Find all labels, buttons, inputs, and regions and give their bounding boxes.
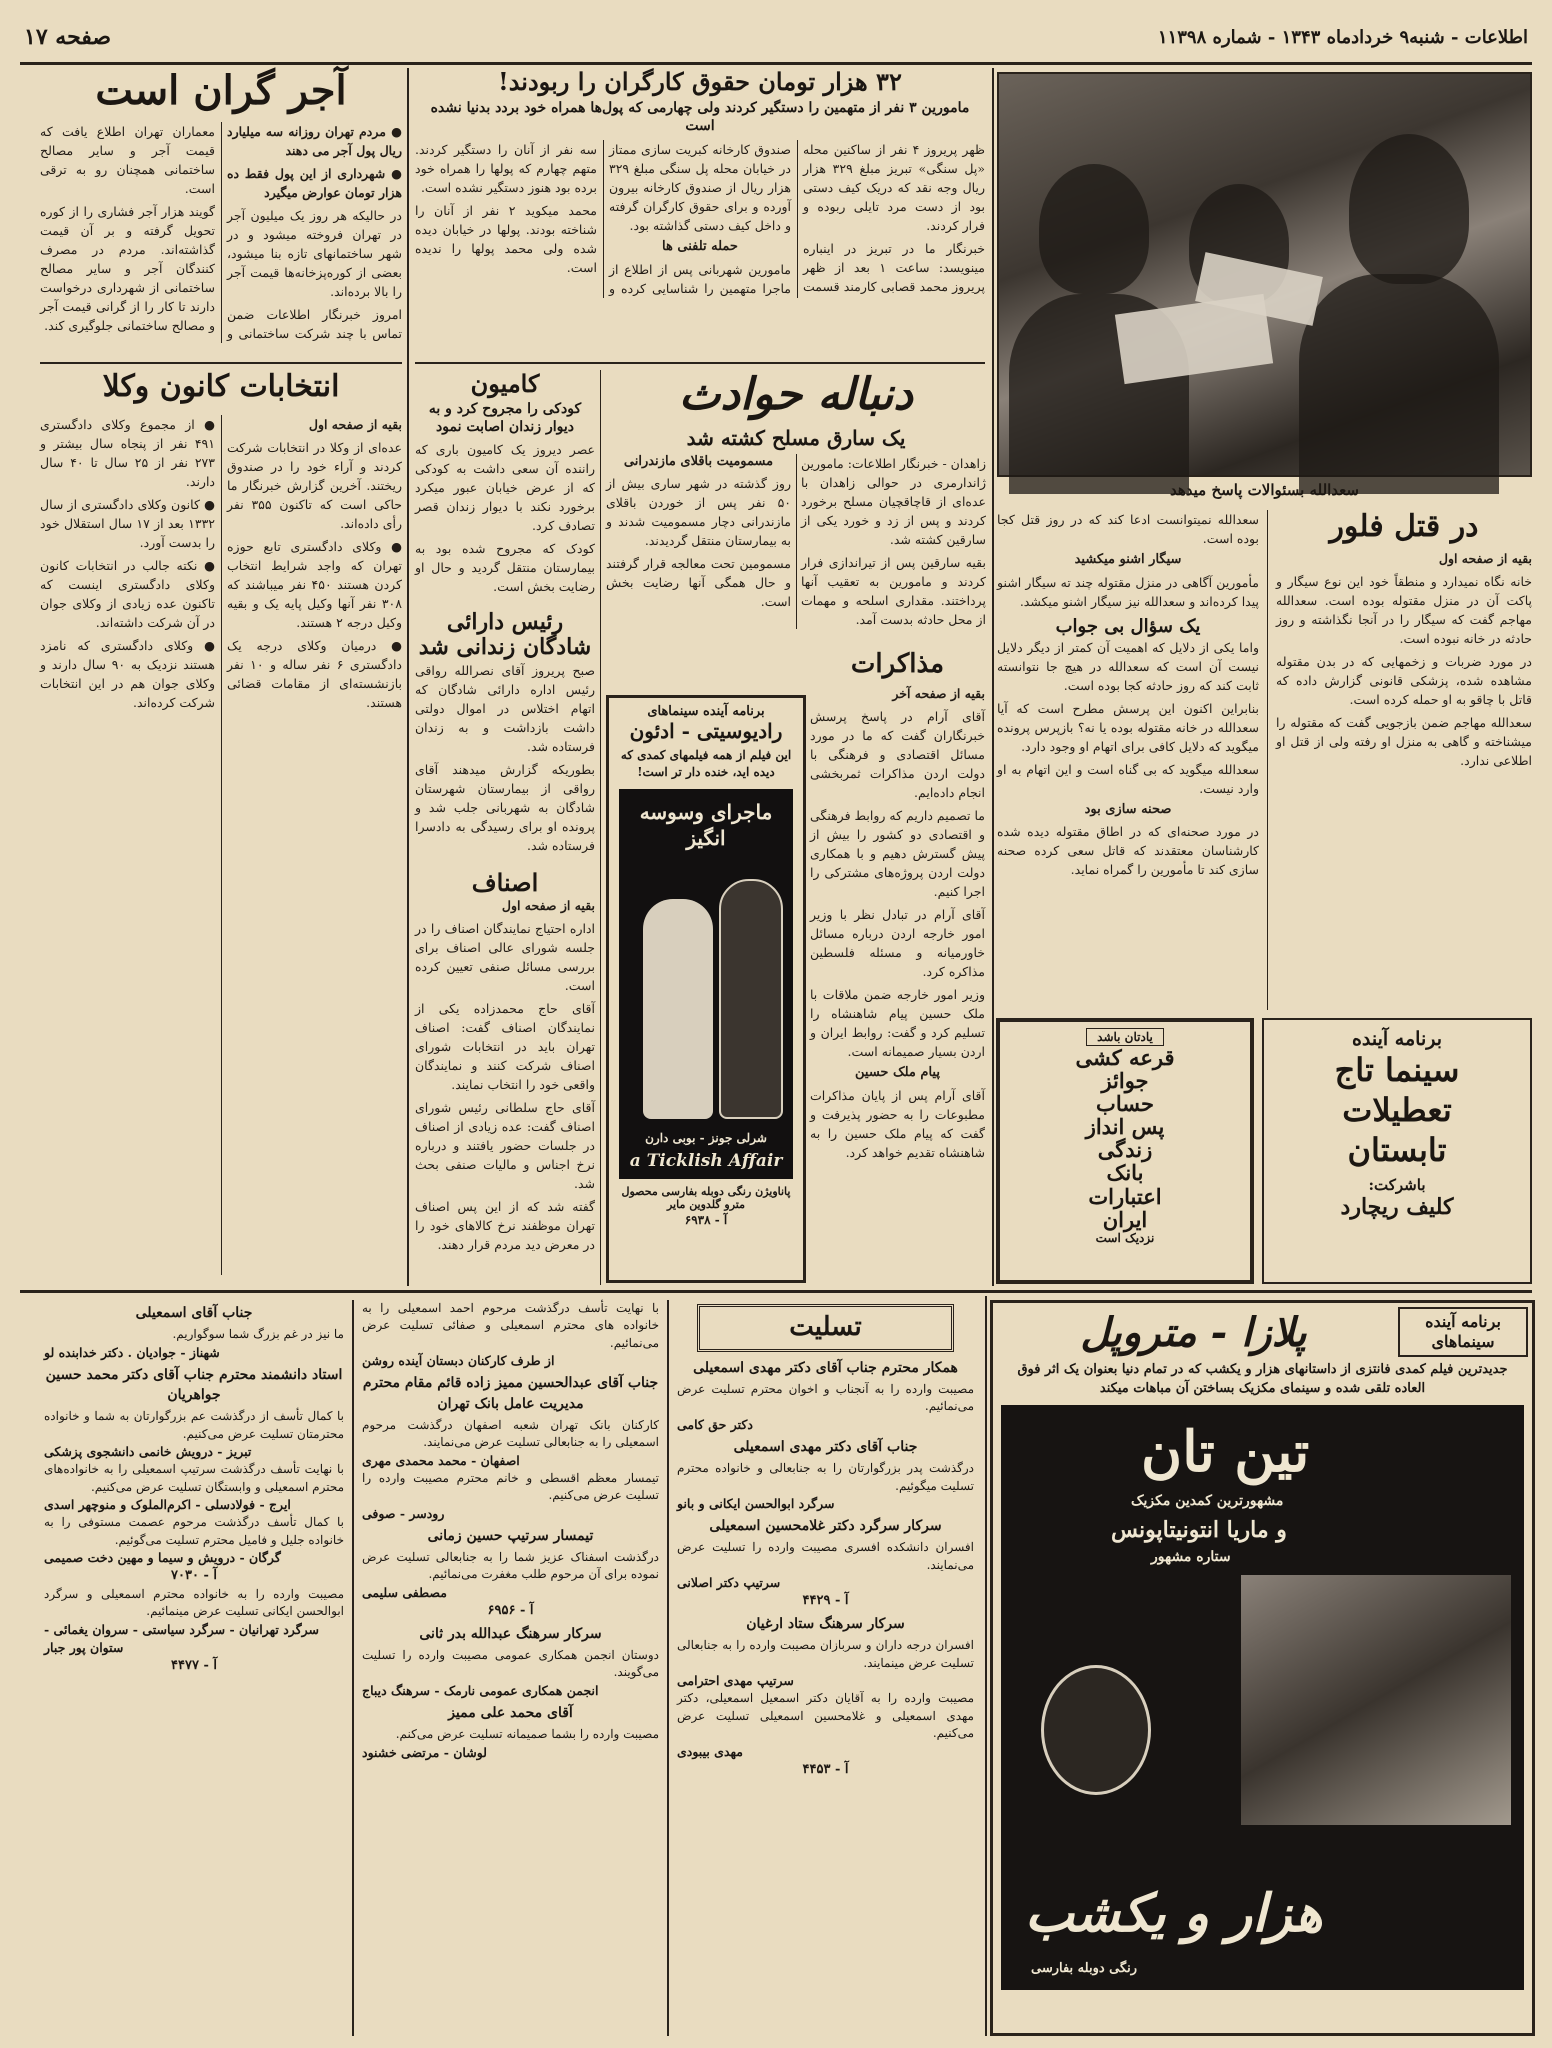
condolence-body: با کمال تأسف از درگذشت عم بزرگوارتان به شما و خانواده محترمتان تسلیت عرض می‌کنیم. [44,1409,344,1441]
radio-ad-line1: برنامه آینده سینماهای [647,704,765,719]
wages-paragraph: محمد میکوید ۲ نفر از آنان را شناخته بودند. پولها در خیابان دیده شده ولی محمد پولها را ندیده است. [415,202,597,275]
warden-paragraph: بطوریکه گزارش میدهند آقای رواقی از بیمارستان شهرستان شادگان به شهربانی جلب شد و پرونده او برای رسیدگی به دادسرا فرستاده شد. [415,761,595,853]
smugglers-title: دنباله حوادث [678,369,913,420]
taj-ad-line: تعطیلات [1342,1091,1452,1129]
condolence-code: آ - ۷۰۳۰ [171,1568,217,1584]
bricks-bullet: ● مردم تهران روزانه سه میلیارد ریال پول آجر می دهند [227,124,402,158]
condolence-sign: لوشان - مرتضی خشنود [362,1744,487,1760]
ad-bank [996,1018,1254,1284]
bar-election-paragraph: بقیه از صفحه اول [308,416,402,432]
truck-paragraph: کودک که مجروح شده بود به بیمارستان منتقل گردید و حال او رضایت بخش است. [415,540,595,594]
condolences-section [36,1300,982,2036]
condolence-title: آقای محمد علی ممیز [448,1704,573,1721]
ticket-paragraph: سعدالله میگوید که بی گناه است و این اتهام به او وارد نیست. [997,761,1259,796]
condolence-code: آ - ۴۴۷۷ [171,1658,217,1673]
smugglers-paragraph: بقیه سارقین پس از تیراندازی فرار کردند و مامورین به تعقیب آنها پرداختند. مقداری اسلحه و مهمات از محل حادثه بدست آمد. [801,554,986,627]
condolence-title: تیمسار سرتیپ حسین زمانی [427,1527,594,1544]
bank-ad-line: بانک [1106,1160,1144,1186]
bricks-bullet: ● شهرداری از این پول فقط ده هزار تومان عوارض میگیرد [227,166,402,200]
radio-ad-film-title: ماجرای وسوسه انگیز [639,799,773,850]
plaza-ad-poster [1001,1405,1524,1990]
condolence-sign: دکتر حق کامی [677,1416,753,1432]
plaza-ad-line4: تین تان [1141,1418,1310,1485]
condolence-title: جناب آقای اسمعیلی [135,1305,253,1321]
condolence-code: آ - ۴۴۵۳ [802,1761,849,1777]
ad-cinema-taj [1262,1018,1532,1284]
bank-ad-line: پس انداز [1085,1114,1165,1140]
bar-election-paragraph: ● کانون وکلای دادگستری از سال ۱۳۳۲ بعد از ۱۷ سال استقلال خود را بدست آورد. [40,496,216,550]
ticket-headline: یک سؤال بی جواب [1055,615,1201,637]
wages-deck: مامورین ۳ نفر از متهمین را دستگیر کردند ولی چهارمی که پول‌ها همراه خود بردد بدنیا نشده است [430,99,970,134]
actor-figure [719,879,783,1119]
condolence-body: با نهایت تأسف درگذشت مرحوم احمد اسمعیلی را به خانواده های محترم اسمعیلی و صفائی تسلیت عرض می‌نمائیم. [362,1301,659,1350]
condolence-sign: ایرج - فولادسلی - اکرم‌الملوک و منوچهر اسدی [44,1497,291,1513]
condolence-title: جناب آقای عبدالحسین ممیز زاده قائم مقام محترم مدیریت عامل بانک تهران [362,1375,659,1412]
radio-ad-line2: رادیوسیتی - ادئون [629,719,783,743]
condolences-column [36,1300,352,2036]
condolence-sign: رودسر - صوفی [362,1505,445,1521]
condolence-sign: سرگرد تهرانیان - سرگرد سیاستی - سروان یغمائی - ستوان پور جبار [44,1621,320,1655]
condolence-sign: از طرف کارکنان دبستان آینده روشن [362,1353,555,1369]
plaza-ad-line1: برنامه آینده سینماهای [1398,1307,1528,1357]
condolence-title: استاد دانشمند محترم جناب آقای دکتر محمد حسین جواهریان [45,1366,343,1404]
bar-election-paragraph: ● وکلای دادگستری که نامزد هستند نزدیک به ۹۰ سال دارند و وکلای جوان هم در این انتخابات شرکت کرده‌اند. [40,637,215,710]
story-negotiations [810,649,985,1160]
actress-figure [643,899,713,1119]
wages-paragraph: خبرنگار ما در تبریز در اینباره مینویسد: ساعت ۱ بعد از ظهر پریروز محمد قصابی کارمند قسمت صندوق کارخانه کبریت سازی ممتاز در خیابان محله پل سنگی مبلغ ۳۲۹ هزار ریال از صندوق کارخانه بیرون آورده و برای حقوق کارگران گرفته و داخل کیف دستی گذاشته بود. [609,141,985,294]
fluor-paragraph: بقیه از صفحه اول [1438,550,1532,566]
bricks-headline: آجر گران است [95,67,347,114]
condolence-title: همکار محترم جناب آقای دکتر مهدی اسمعیلی [693,1359,958,1376]
bricks-paragraph: گویند هزار آجر فشاری را از کوره تحویل گرفته و بر آن قیمت گذاشته‌اند. مردم در مصرف کنندگان آجر و سایر مصالح ساختمانی از شهرداری درخواست دارند تا کار را از گرانی قیمت آجر و مصالح ساختمانی جلوگیری کند. [40,204,215,333]
smugglers-paragraph: مسمومین تحت معالجه قرار گرفتند و حال همگی آنها رضایت بخش است. [606,556,791,610]
condolence-sign: اصفهان - محمد محمدی مهری [362,1452,520,1468]
negotiations-paragraph: ما تصمیم داریم که روابط فرهنگی و اقتصادی دو کشور را بیش از پیش گسترش دهیم و با همکاری دولت اردن پروژه‌های مشترکی را اجرا کنیم. [810,807,985,899]
smugglers-headline: یک سارق مسلح کشته شد [686,425,906,450]
condolence-sign: مهدی بیبودی [677,1743,743,1759]
condolence-sign: گرگان - درویش و سیما و مهین دخت صمیمی [44,1550,281,1565]
condolence-sign: سرتیپ دکتر اصلانی [677,1575,781,1591]
plaza-ad-line6: و ماریا انتونیتاپونس [1111,1516,1287,1543]
radio-ad-poster [619,789,793,1179]
condolence-sign: سرگرد ابوالحسن ایکانی و بانو [677,1495,835,1511]
radio-ad-line3: این فیلم از همه فیلمهای کمدی که دیده اید، خنده دار تر است! [620,748,792,779]
fluor-paragraph: در مورد ضربات و زخمهایی که در بدن مقتوله مشاهده شده، پزشکی قانونی گزارش داده که قاتل با چاقو به او حمله کرده است. [1276,653,1532,707]
bar-election-headline: انتخابات کانون وکلا [102,369,340,404]
condolence-body: درگذشت اسفناک عزیز شما را به جنابعالی تسلیت عرض نموده برای آن مرحوم طلب مغفرت می‌نمائیم. [362,1550,659,1582]
bricks-paragraph: امروز خبرنگار اطلاعات ضمن تماس با چند شرکت ساختمانی و معماران تهران اطلاع یافت که قیمت آجر و سایر مصالح ساختمانی همچنان رو به ترقی است. [40,124,402,341]
guilds-paragraph: آقای حاج محمدزاده یکی از نمایندگان اصناف گفت: اصناف تهران باید در انتخابات شورای اصناف شرکت کنند و نمایندگان واقعی خود را انتخاب نمایند. [415,1001,595,1093]
ticket-subhead: صحنه سازی بود [1084,801,1172,817]
plaza-ad-line9: رنگی دوبله بفارسی [1031,1960,1138,1976]
condolence-body: مصیبت وارده را به آنجناب و اخوان محترم تسلیت عرض می‌نمائیم. [677,1381,974,1414]
condolence-body: کارکنان بانک تهران شعبه اصفهان درگذشت مرحوم اسمعیلی را به جنابعالی تسلیت عرض می‌نمایند. [362,1417,659,1450]
plaza-ad-line8: هزار و یکشب [1025,1882,1323,1944]
negotiations-subhead: پیام ملک حسین [855,1064,940,1080]
fluor-paragraph: خانه نگاه نمیدارد و منطقاً خود این نوع سیگار و پاکت آن در منزل مقتوله بوده است. سعدالله مهاجم گفت که سیگار را در آنجا نگذاشته و روز حادثه در خانه نبوده است. [1276,573,1532,646]
taj-ad-line: کلیف ریچارد [1340,1194,1454,1220]
taj-ad-line: سینما تاج [1334,1051,1460,1089]
guilds-paragraph: بقیه از صفحه اول [501,898,595,914]
condolence-code: آ - ۴۴۲۹ [802,1593,849,1609]
condolence-body: ما نیز در غم بزرگ شما سوگواریم. [172,1327,344,1342]
negotiations-paragraph: بقیه از صفحه آخر [892,685,985,701]
fluor-paragraph: مأمورین آگاهی در منزل مقتوله چند ته سیگار اشنو پیدا کرده‌اند و سعدالله نیز سیگار اشنو میکشد. [997,574,1259,609]
plaza-ad-line3: جدیدترین فیلم کمدی فانتزی از داستانهای هزار و یکشب که در تمام دنیا بعنوان یک اثر فوق العاده تلقی شده و سینمای مکزیک بساختن آن مباهات میکند [1017,1362,1508,1396]
condolence-body: با نهایت تأسف درگذشت سرتیپ اسمعیلی را به خانواده‌های محترم اسمعیلی و وابستگان تسلیت عرض می‌کنیم. [44,1462,344,1494]
bank-ad-line: قرعه کشی [1075,1045,1175,1070]
fluor-subhead: سیگار اشنو میکشید [1074,552,1182,567]
condolence-sign: انجمن همکاری عمومی نارمک - سرهنگ دیباج [362,1682,599,1698]
ad-cinema-plaza [990,1300,1535,2036]
condolence-code: آ - ۶۹۵۶ [487,1602,534,1618]
ticket-paragraph: بنابراین اکنون این پرسش مطرح است که آیا سعدالله در خانه مقتوله بوده یا نه؟ بازپرس پرونده میگوید که دلایل کافی برای اتهام او وجود دارد. [997,700,1259,754]
bank-ad-line: نزدیک است [1095,1230,1155,1245]
ticket-paragraph: در مورد صحنه‌ای که در اطاق مقتوله دیده شده کارشناسان معتقدند که قاتل سعی کرده صحنه سازی کند تا مأمورین را گمراه نماید. [997,824,1259,878]
bank-ad-line: حساب [1096,1091,1154,1117]
scene-photo [1241,1575,1511,1825]
page-number: صفحه ۱۷ [24,24,112,50]
masthead-rule [20,62,1532,65]
condolence-body: درگذشت پدر بزرگوارتان را به جنابعالی و خانواده محترم تسلیت میگوئیم. [677,1461,974,1493]
condolences-column [667,1300,982,2036]
mask-figure [1041,1665,1151,1795]
truck-deck: کودکی را مجروح کرد و به دیوار زندان اصابت نمود [428,400,582,435]
radio-ad-code: آ - ۶۹۳۸ [684,1212,728,1227]
radio-ad-note: پاناویژن رنگی دوبله بفارسی محصول مترو گلدوین مایر [621,1184,791,1211]
condolence-sign: سرتیپ مهدی احترامی [677,1673,794,1689]
smugglers-paragraph: زاهدان - خبرنگار اطلاعات: مامورین ژاندارمری در حوالی زاهدان با عده‌ای از قاچاقچیان مسلح برخورد کردند و پس از زد و خورد یکی از سارقین کشته شد. [801,455,986,547]
story-smugglers [606,370,986,690]
condolences-column [352,1300,667,2036]
condolence-body: مصیبت وارده را به آقایان دکتر اسمعیل اسمعیلی، دکتر مهدی اسمعیلی و غلامحسین اسمعیلی تسلیت عرض می‌کنیم. [677,1691,974,1741]
ticket-paragraph: واما یکی از دلایل که اهمیت آن کمتر از دیگر دلایل نیست آن است که سعدالله در هیچ جا نتوانسته ثابت کند که روز حادثه کجا بوده است. [997,639,1259,693]
condolence-title: سرکار سرهنگ ستاد ارغیان [746,1616,905,1633]
taj-ad-line: باشرکت: [1368,1176,1426,1194]
truck-headline: کامیون [470,369,540,398]
story-truck [415,370,595,1285]
condolence-body: افسران درجه داران و سربازان مصیبت وارده را به جنابعالی تسلیت عرض مینمایند. [677,1638,974,1670]
negotiations-paragraph: آقای آرام در تبادل نظر با وزیر امور خارجه اردن درباره مسائل خاورمیانه و مسئله فلسطین مذاکره کرد. [810,906,985,979]
condolence-body: دوستان انجمن همکاری عمومی مصیبت وارده را تسلیت می‌گویند. [362,1648,659,1680]
condolence-body: مصیبت وارده را بشما صمیمانه تسلیت عرض می‌کنم. [395,1727,659,1742]
radio-ad-film-en: a Ticklish Affair [629,1150,783,1171]
bank-ad-line: جوائز [1101,1068,1149,1094]
truck-paragraph: عصر دیروز یک کامیون باری که راننده آن سعی داشت به کودکی که از عرض خیابان عبور میکرد برخورد نکند با دیوار زندان قصر تصادف کرد. [415,441,595,533]
wages-headline: ۳۲ هزار تومان حقوق کارگران را ربودند! [498,67,902,96]
story-photo [997,72,1532,477]
plaza-ad-line7: ستاره مشهور [1151,1548,1231,1565]
guilds-paragraph: آقای حاج سلطانی رئیس شورای اصناف گفت: عده زیادی از اصناف در جلسات حضور یافتند و درباره نرخ اجناس و مالیات صنفی بحث شد. [415,1100,595,1192]
condolence-title: جناب آقای دکتر مهدی اسمعیلی [733,1438,918,1455]
fluor-headline: در قتل فلور [1329,509,1479,544]
negotiations-paragraph: وزیر امور خارجه ضمن ملاقات با ملک حسین پیام شاهنشاه را تسلیم کرد و گفت: روابط ایران و اردن بسیار صمیمانه است. [810,986,985,1059]
bank-ad-line: اعتبارات [1088,1183,1162,1209]
condolence-sign: مصطفی سلیمی [362,1584,447,1600]
plaza-ad-line5: مشهورترین کمدین مکزیک [1131,1492,1284,1509]
smugglers-headline-2: مسمومیت باقلای مازندرانی [623,453,774,469]
condolence-sign: شهناز - جوادیان . دکتر خدابنده لو [44,1344,220,1360]
bricks-paragraph: در حالیکه هر روز یک میلیون آجر در تهران فروخته میشود و در شهر ساختمانهای تازه بنا میشود، بعضی از کوره‌پزخانه‌ها قیمت آجر را بالا برده‌اند. [227,208,402,299]
wages-paragraph: ظهر پریروز ۴ نفر از ساکنین محله «پل سنگی» تبریز مبلغ ۳۲۹ هزار ریال وجه نقد که دریک کیف دستی بود از دست مرد تایلی ربوده و فرار کردند. [803,141,985,233]
ad-cinema-radio-city [606,695,806,1283]
story-bar-election [40,370,402,1285]
condolence-body: مصیبت وارده را به خانواده محترم اسمعیلی و سرگرد ابوالحسن ایکانی تسلیت عرض مینمائیم. [44,1586,344,1619]
bank-ad-line: ایران [1102,1206,1148,1232]
photo-caption: سعدالله بسئوالات پاسخ میدهد [1170,481,1359,499]
condolences-header: تسلیت [697,1304,954,1352]
condolence-body: افسران دانشکده افسری مصیبت وارده را تسلیت عرض می‌نمایند. [677,1540,974,1572]
condolence-title: سرکار سرگرد دکتر غلامحسین اسمعیلی [709,1518,942,1535]
bank-ad-note: یادتان باشد [1086,1028,1164,1046]
radio-ad-stars: شرلی جونز - بوبی دارن [645,1130,767,1145]
negotiations-paragraph: آقای آرام در پاسخ پرسش خبرنگاران گفت که ما در مورد مسائل اقتصادی و فرهنگی با دولت اردن مذاکرات ثمربخشی انجام داده‌ایم. [810,708,985,800]
wages-paragraph: مامورین شهربانی پس از اطلاع از ماجرا متهمین را شناسایی کرده و سه نفر از آنان را دستگیر کردند. متهم چهارم که پولها را همراه خود برده بود هنوز دستگیر نشده است. [415,141,791,296]
guilds-headline: اصناف [471,867,539,897]
warden-paragraph: صبح پریروز آقای نصرالله رواقی رئیس اداره دارائی شادگان که اتهام اختلاس در اموال دولتی داشت بازداشت و به زندان فرستاده شد. [415,662,595,754]
bar-election-paragraph: ● وکلای دادگستری تابع حوزه تهران که واجد شرایط انتخاب کردن هستند ۴۵۰ نفر میباشند که ۳۰۸ نفر آنها وکیل پایه یک و بقیه وکیل درجه ۲ هستند. [227,538,402,630]
condolence-body: با کمال تأسف درگذشت مرحوم عصمت مستوفی را به خانواده جلیل و فامیل محترم تسلیت می‌گوئیم. [44,1515,344,1547]
warden-headline: رئیس دارائی شادگان زندانی شد [418,608,592,661]
story-fluor [997,510,1532,1010]
wages-subhead: حمله تلفنی ها [662,238,738,254]
condolence-sign: تبریز - درویش خانمی دانشجوی پزشکی [44,1444,252,1460]
smugglers-paragraph: روز گذشته در شهر ساری بیش از ۵۰ نفر پس از خوردن باقلای مازندرانی دچار مسمومیت شدند و به بیمارستان منتقل گردیدند. [606,476,791,549]
bar-election-paragraph: عده‌ای از وکلا در انتخابات شرکت کردند و آراء خود را در صندوق ریختند. آخرین گزارش خبرنگار ما حاکی است که تاکنون ۳۵۵ نفر رأی داده‌اند. [227,439,402,531]
story-wages [415,68,985,358]
guilds-paragraph: اداره احتیاج نمایندگان اصناف را در جلسه شورای عالی اصناف برای بررسی مسائل صنفی تعیین کرده است. [415,921,595,994]
masthead [24,14,1528,60]
bank-ad-line: زندگی [1097,1137,1153,1163]
bar-election-paragraph: ● درمیان وکلای درجه یک دادگستری ۶ نفر ساله و ۱۰ نفر بازنشسته‌ای از مقامات قضائی هستند. [227,637,402,710]
fluor-paragraph: سعدالله نمیتوانست ادعا کند که در روز قتل کجا بوده است. [997,512,1259,546]
fluor-paragraph: سعدالله مهاجم ضمن بازجویی گفت که مقتوله را میشناخته و گاهی به منزل او رفته ولی از قتل او اطلاعی ندارد. [1276,714,1532,768]
masthead-title: اطلاعات - شنبه۹ خردادماه ۱۳۴۳ - شماره ۱۱۳۹۸ [1157,26,1528,48]
bar-election-paragraph: ● از مجموع وکلای دادگستری ۴۹۱ نفر از پنجاه سال بیشتر و ۲۷۳ نفر از ۲۵ سال تا ۴۰ سال دارند. [40,416,215,489]
guilds-paragraph: گفته شد که از این پس اصناف تهران موظفند نرخ کالاهای خود را در معرض دید مردم قرار دهند. [415,1199,595,1253]
bar-election-paragraph: ● نکته جالب در انتخابات کانون وکلای دادگستری اینست که تاکنون عده زیادی از وکلای جوان در آن شرکت داشته‌اند. [40,557,215,630]
plaza-ad-line2: پلازا - متروپل [1080,1308,1307,1356]
negotiations-paragraph: آقای آرام پس از پایان مذاکرات مطبوعات را به حضور پذیرفت و گفت که پیام ملک حسین را به شاهنشاه تقدیم خواهد کرد. [810,1087,985,1160]
taj-ad-line: برنامه آینده [1351,1028,1443,1050]
condolence-body: تیمسار معظم اقسطی و خانم محترم مصیبت وارده را تسلیت عرض می‌کنیم. [362,1470,659,1503]
negotiations-headline: مذاکرات [850,649,945,679]
taj-ad-line: تابستان [1347,1131,1447,1169]
story-bricks [40,68,402,358]
condolence-title: سرکار سرهنگ عبدالله بدر ثانی [419,1625,602,1642]
